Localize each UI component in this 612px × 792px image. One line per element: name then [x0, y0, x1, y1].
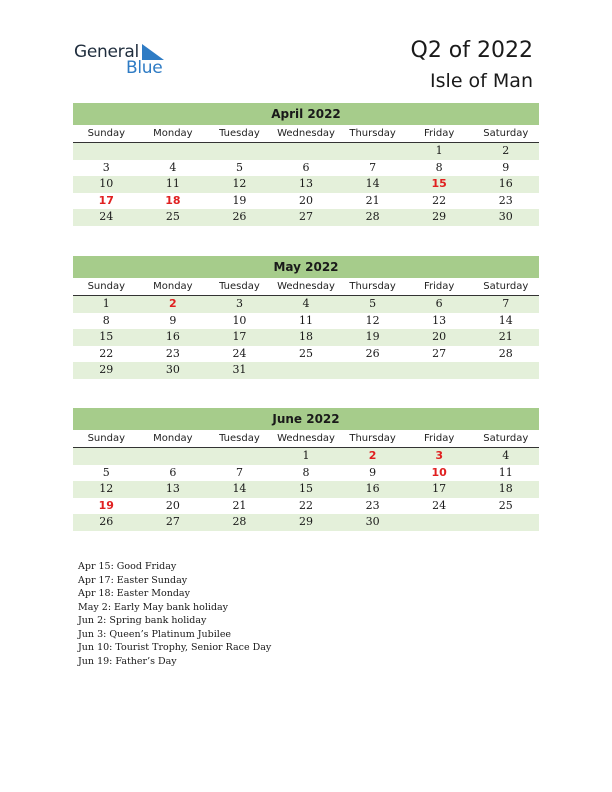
empty-day-cell	[273, 143, 340, 160]
week-row	[73, 481, 539, 498]
day-cell: 2	[368, 449, 377, 462]
day-cell: 28	[232, 515, 247, 529]
day-cell: 16	[498, 177, 513, 191]
day-cell: 26	[99, 515, 114, 529]
weekday-label: Saturday	[483, 281, 529, 292]
day-cell: 21	[365, 193, 380, 207]
day-cell: 17	[232, 330, 247, 344]
empty-day-cell	[140, 448, 207, 465]
day-cell: 28	[365, 210, 380, 224]
day-cell: 12	[99, 482, 114, 496]
day-cell: 19	[232, 193, 247, 207]
day-cell: 22	[299, 498, 314, 512]
holiday-item: Jun 2: Spring bank holiday	[78, 615, 207, 626]
day-cell: 9	[369, 465, 377, 479]
day-cell: 22	[432, 193, 447, 207]
week-row	[73, 313, 539, 330]
day-cell: 9	[169, 313, 177, 327]
holiday-item: Apr 18: Easter Monday	[78, 588, 190, 599]
day-cell: 2	[169, 297, 177, 310]
day-cell: 5	[235, 160, 243, 174]
day-cell: 15	[99, 330, 114, 344]
weekday-label: Tuesday	[219, 128, 260, 139]
day-cell: 8	[302, 465, 310, 479]
week-row	[73, 160, 539, 177]
day-cell: 10	[99, 177, 114, 191]
day-cell: 9	[502, 160, 510, 174]
day-cell: 26	[365, 346, 380, 360]
day-cell: 16	[165, 330, 180, 344]
day-cell: 14	[498, 313, 513, 327]
day-cell: 17	[98, 193, 114, 207]
day-cell: 15	[431, 177, 447, 191]
weekday-label: Monday	[153, 281, 193, 292]
day-cell: 27	[432, 346, 447, 360]
empty-day-cell	[206, 448, 273, 465]
weekday-label: Sunday	[87, 433, 125, 444]
empty-day-cell	[273, 362, 340, 379]
logo-text-general: General	[74, 42, 139, 62]
day-cell: 14	[365, 177, 380, 191]
weekday-label: Friday	[424, 281, 455, 292]
holiday-item: Jun 3: Queen’s Platinum Jubilee	[78, 628, 232, 640]
day-cell: 26	[232, 210, 247, 224]
week-row	[73, 193, 539, 210]
holiday-item: Apr 15: Good Friday	[78, 561, 177, 572]
week-row	[73, 465, 539, 482]
weekday-label: Sunday	[87, 128, 125, 139]
day-cell: 31	[232, 363, 247, 377]
page-subtitle: Isle of Man	[430, 70, 533, 92]
day-cell: 28	[498, 346, 513, 360]
day-cell: 10	[232, 313, 247, 327]
weekday-label: Saturday	[483, 128, 529, 139]
day-cell: 16	[365, 482, 380, 496]
day-cell: 3	[235, 297, 243, 310]
page-title: Q2 of 2022	[410, 38, 533, 63]
day-cell: 1	[435, 144, 443, 157]
weekday-label: Friday	[424, 433, 455, 444]
weekday-label: Thursday	[349, 281, 396, 292]
day-cell: 11	[299, 313, 314, 327]
day-cell: 17	[432, 482, 447, 496]
day-cell: 8	[102, 313, 110, 327]
holiday-item: Jun 10: Tourist Trophy, Senior Race Day	[78, 642, 272, 653]
day-cell: 18	[299, 330, 314, 344]
day-cell: 21	[498, 330, 513, 344]
empty-day-cell	[73, 448, 140, 465]
day-cell: 4	[302, 297, 310, 310]
day-cell: 7	[502, 297, 510, 310]
weekday-label: Monday	[153, 128, 193, 139]
day-cell: 5	[369, 297, 377, 310]
day-cell: 11	[165, 177, 180, 191]
weekday-label: Wednesday	[277, 128, 335, 139]
day-cell: 21	[232, 498, 247, 512]
day-cell: 19	[365, 330, 380, 344]
day-cell: 23	[165, 346, 180, 360]
day-cell: 14	[232, 482, 247, 496]
weekday-label: Thursday	[349, 128, 396, 139]
day-cell: 30	[365, 515, 380, 529]
day-cell: 23	[498, 193, 513, 207]
day-cell: 1	[302, 449, 310, 462]
day-cell: 13	[165, 482, 180, 496]
empty-day-cell	[339, 143, 406, 160]
day-cell: 2	[502, 144, 510, 157]
week-row	[73, 296, 539, 313]
weekday-label: Tuesday	[219, 433, 260, 444]
day-cell: 7	[369, 160, 377, 174]
day-cell: 4	[169, 160, 177, 174]
day-cell: 25	[498, 498, 513, 512]
empty-day-cell	[140, 143, 207, 160]
weekday-label: Wednesday	[277, 433, 335, 444]
day-cell: 18	[165, 193, 181, 207]
empty-day-cell	[206, 143, 273, 160]
weekday-label: Monday	[153, 433, 193, 444]
month-header: April 2022	[73, 103, 539, 125]
weekday-label: Tuesday	[219, 281, 260, 292]
month-header: May 2022	[73, 256, 539, 278]
day-cell: 22	[99, 346, 114, 360]
month-header: June 2022	[73, 408, 539, 430]
holiday-item: May 2: Early May bank holiday	[78, 601, 229, 613]
day-cell: 1	[102, 297, 110, 310]
day-cell: 30	[498, 210, 513, 224]
day-cell: 18	[498, 482, 513, 496]
empty-day-cell	[406, 362, 473, 379]
holiday-item: Jun 19: Father’s Day	[78, 655, 177, 667]
week-row	[73, 514, 539, 531]
day-cell: 20	[165, 498, 180, 512]
logo-text-blue: Blue	[126, 58, 163, 78]
empty-day-cell	[73, 143, 140, 160]
day-cell: 27	[299, 210, 314, 224]
empty-day-cell	[472, 514, 539, 531]
weekday-label: Wednesday	[277, 281, 335, 292]
weekday-header-row	[73, 430, 539, 448]
day-cell: 13	[432, 313, 447, 327]
week-row	[73, 448, 539, 465]
day-cell: 25	[165, 210, 180, 224]
day-cell: 13	[299, 177, 314, 191]
day-cell: 19	[98, 498, 114, 512]
week-row	[73, 143, 539, 160]
day-cell: 6	[302, 160, 310, 174]
day-cell: 4	[502, 449, 510, 462]
day-cell: 3	[102, 160, 110, 174]
day-cell: 12	[365, 313, 380, 327]
weekday-header-row	[73, 278, 539, 296]
day-cell: 29	[299, 515, 314, 529]
day-cell: 24	[99, 210, 114, 224]
week-row	[73, 176, 539, 193]
day-cell: 20	[432, 330, 447, 344]
empty-day-cell	[339, 362, 406, 379]
month-calendar-may	[73, 256, 539, 379]
day-cell: 25	[299, 346, 314, 360]
day-cell: 7	[235, 465, 243, 479]
day-cell: 5	[102, 465, 110, 479]
week-row	[73, 346, 539, 363]
month-calendar-april	[73, 103, 539, 226]
day-cell: 29	[432, 210, 447, 224]
empty-day-cell	[406, 514, 473, 531]
day-cell: 8	[435, 160, 443, 174]
weekday-label: Saturday	[483, 433, 529, 444]
day-cell: 6	[169, 465, 177, 479]
weekday-label: Sunday	[87, 281, 125, 292]
month-calendar-june	[73, 408, 539, 531]
day-cell: 27	[165, 515, 180, 529]
day-cell: 15	[299, 482, 314, 496]
weekday-label: Friday	[424, 128, 455, 139]
brand-logo	[74, 42, 184, 82]
day-cell: 20	[299, 193, 314, 207]
day-cell: 12	[232, 177, 247, 191]
day-cell: 24	[232, 346, 247, 360]
day-cell: 29	[99, 363, 114, 377]
day-cell: 3	[435, 449, 443, 462]
day-cell: 24	[432, 498, 447, 512]
weekday-header-row	[73, 125, 539, 143]
week-row	[73, 362, 539, 379]
holiday-list	[78, 560, 271, 668]
week-row	[73, 498, 539, 515]
day-cell: 23	[365, 498, 380, 512]
holiday-item: Apr 17: Easter Sunday	[78, 574, 188, 586]
day-cell: 6	[435, 297, 443, 310]
day-cell: 11	[498, 465, 513, 479]
empty-day-cell	[472, 362, 539, 379]
day-cell: 30	[165, 363, 180, 377]
week-row	[73, 329, 539, 346]
weekday-label: Thursday	[349, 433, 396, 444]
day-cell: 10	[431, 465, 447, 479]
week-row	[73, 209, 539, 226]
